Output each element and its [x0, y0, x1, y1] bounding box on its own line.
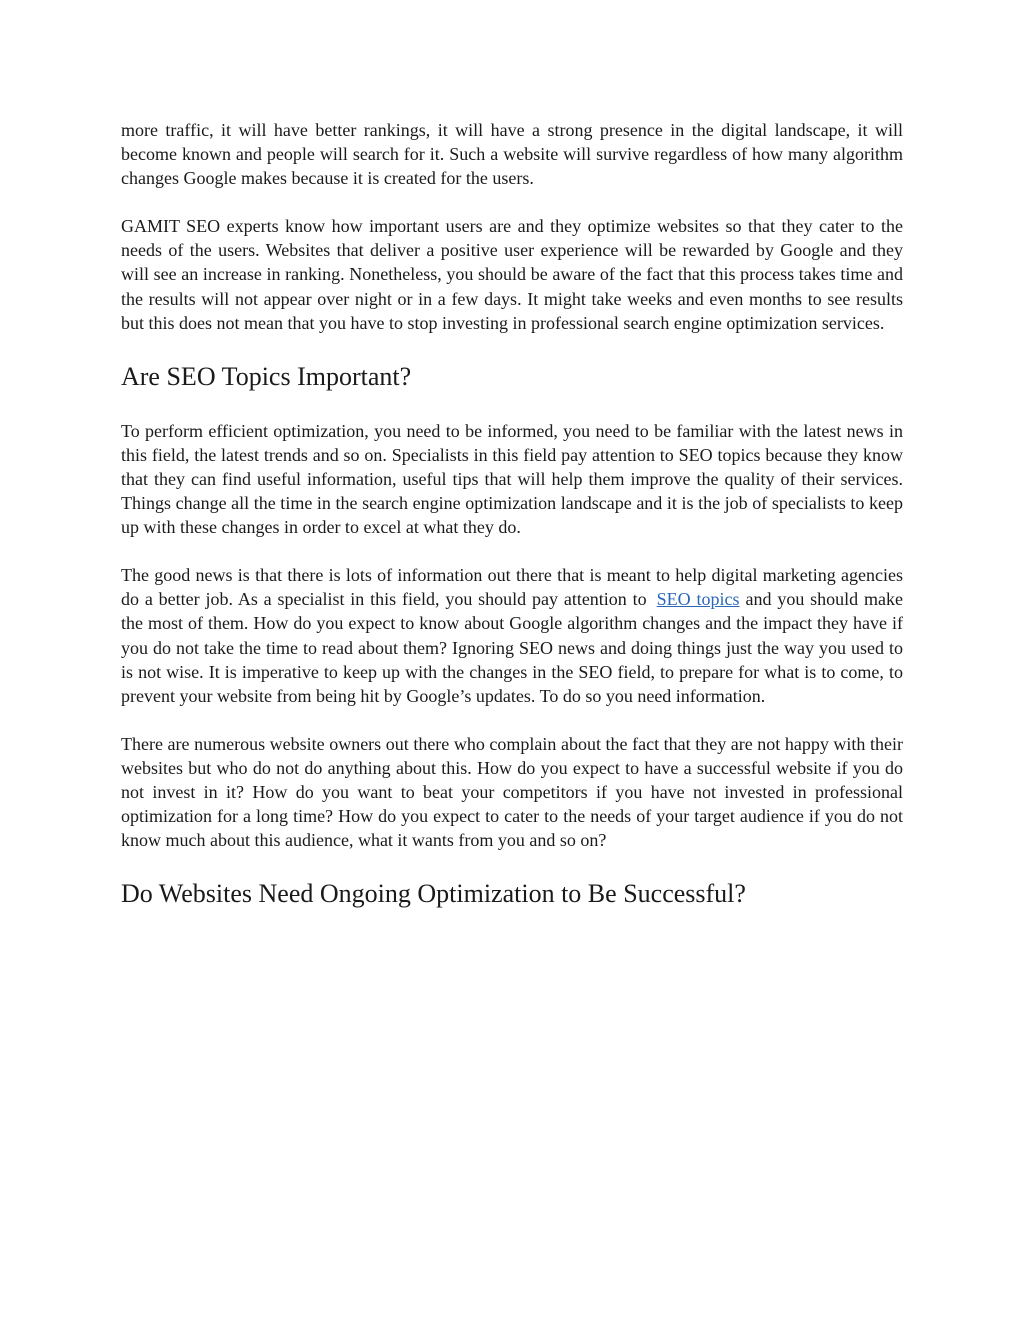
- heading-are-seo-topics-important: Are SEO Topics Important?: [121, 361, 412, 391]
- heading-ongoing-optimization: Do Websites Need Ongoing Optimization to Be Successful?: [121, 879, 746, 909]
- paragraph-website-owners: There are numerous website owners out there who complain about the fact that they are not happy with their websites but who do not do anything about this. How do you expect to have a successful website if you do not invest in it? How do you want to beat your competitors if you have not invested in professional optimization for a long time? How do you expect to cater to the needs of your target audience if you do not know much about this audience, what it wants from you and so on?: [121, 733, 903, 851]
- paragraph-good-news-text-before: The good news is that there is lots of information out there that is meant to help digital marketing agencies do a better job. As a specialist in this field, you should pay attention to: [121, 565, 903, 610]
- paragraph-good-news: [121, 563, 903, 708]
- seo-topics-link[interactable]: SEO topics: [656, 589, 740, 610]
- paragraph-user-focused-website: more traffic, it will have better rankings, it will have a strong presence in the digital landscape, it will become known and people will search for it. Such a website will survive regardless of how many algorithm changes Google makes because it is created for the users.: [121, 120, 903, 189]
- document-page: [121, 118, 903, 936]
- paragraph-gamit-seo-experts: GAMIT SEO experts know how important users are and they optimize websites so that they cater to the needs of the users. Websites that deliver a positive user experience will be rewarded by Google and they will see an increase in ranking. Nonetheless, you should be aware of the fact that this process takes time and the results will not appear over night or in a few days. It might take weeks and even months to see results but this does not mean that you have to stop investing in professional search engine optimization services.: [121, 216, 903, 333]
- paragraph-efficient-optimization: To perform efficient optimization, you need to be informed, you need to be familiar with the latest news in this field, the latest trends and so on. Specialists in this field pay attention to SEO topics because they know that they can find useful information, useful tips that will help them improve the quality of their services. Things change all the time in the search engine optimization landscape and it is the job of specialists to keep up with these changes in order to excel at what they do.: [121, 420, 903, 538]
- paragraph-good-news-text-after: and you should make the most of them. How do you expect to know about Google algorithm changes and the impact they have if you do not take the time to read about them? Ignoring SEO news and doing things just the way you used to is not wise. It is imperative to keep up with the changes in the SEO field, to prepare for what is to come, to prevent your website from being hit by Google’s updates. To do so you need information.: [121, 589, 903, 706]
